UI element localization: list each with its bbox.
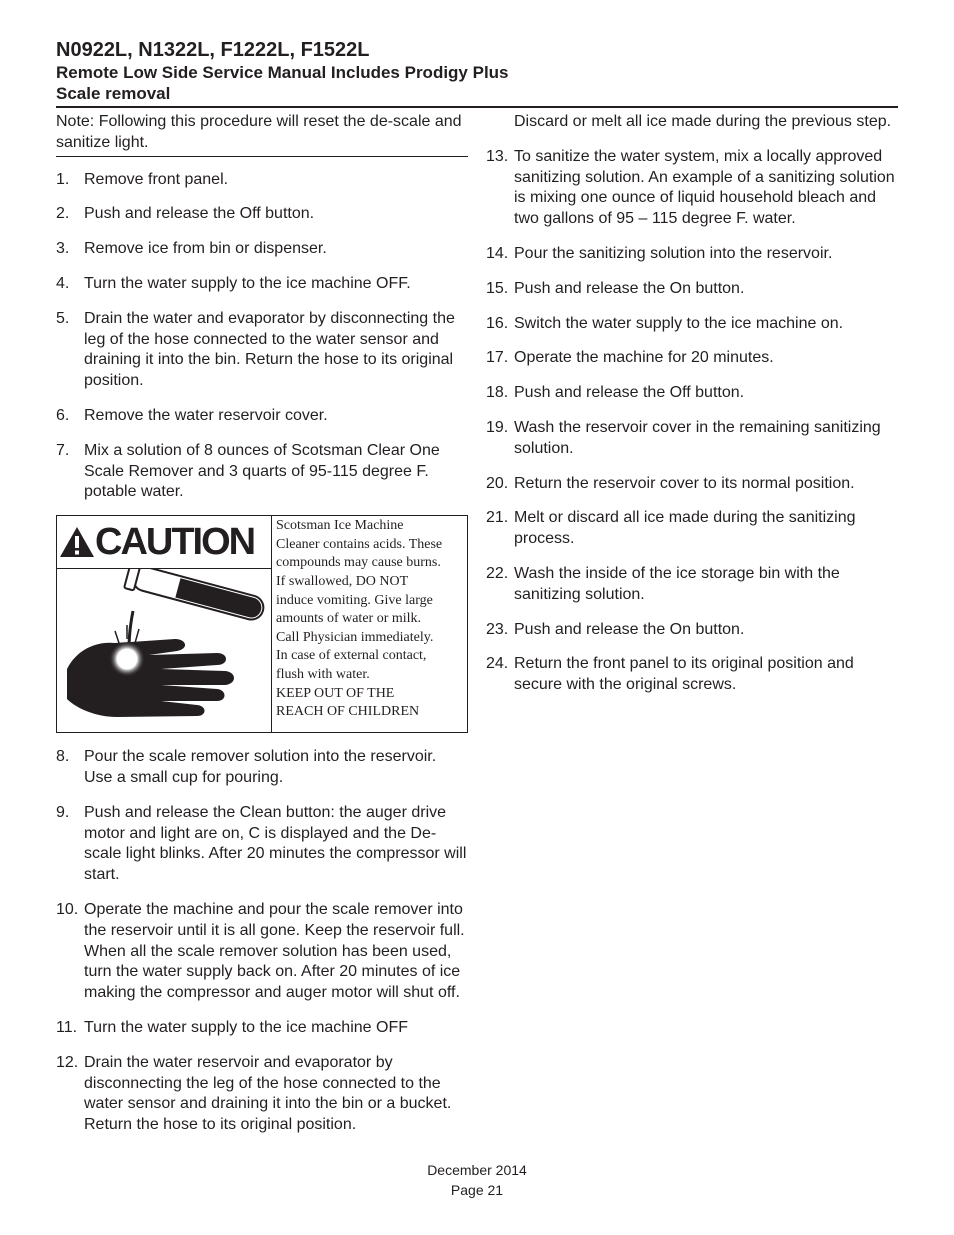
step-number: 14. bbox=[486, 244, 509, 262]
list-item bbox=[56, 441, 468, 503]
step-text: Pour the scale remover solution into the reservoir. Use a small cup for pouring. bbox=[84, 748, 437, 786]
caution-line: amounts of water or milk. bbox=[276, 611, 422, 627]
step-number: 6. bbox=[56, 406, 70, 424]
note: Note: Following this procedure will reset the de-scale and sanitize light. bbox=[56, 112, 468, 157]
list-item bbox=[56, 900, 468, 1004]
model-title: N0922L, N1322L, F1222L, F1522L bbox=[56, 39, 370, 61]
acid-burn-hand-icon bbox=[57, 569, 271, 732]
step-number: 15. bbox=[486, 279, 509, 297]
step-text: To sanitize the water system, mix a locally approved sanitizing solution. An example of a sanitizing solution is mixing one ounce of liquid household bleach and two gallons of 95 – 115 degree F. water. bbox=[514, 147, 895, 228]
step-number: 22. bbox=[486, 564, 509, 582]
step-number: 10. bbox=[56, 900, 79, 918]
step-text: Drain the water reservoir and evaporator by disconnecting the leg of the hose connected to the water sensor and draining it into the bin or a bucket. Return the hose to its original position. bbox=[84, 1053, 452, 1134]
list-item bbox=[56, 239, 468, 260]
step-number: 23. bbox=[486, 620, 509, 638]
list-item bbox=[486, 508, 896, 550]
step-number: 13. bbox=[486, 147, 509, 165]
caution-line: If swallowed, DO NOT bbox=[276, 573, 409, 589]
caution-line: Cleaner contains acids. These bbox=[276, 536, 443, 552]
caution-line: Scotsman Ice Machine bbox=[276, 518, 404, 534]
list-item bbox=[486, 147, 896, 230]
step-number: 3. bbox=[56, 240, 70, 258]
list-item bbox=[56, 406, 468, 427]
header-rule-right bbox=[468, 106, 898, 108]
step-number: 20. bbox=[486, 474, 509, 492]
caution-line: compounds may cause burns. bbox=[276, 555, 441, 571]
step-text: Operate the machine and pour the scale remover into the reservoir until it is all gone. Keep the reservoir full. When all the scale remover solution has been used, turn the water supply back on. After 20 minutes of ice making the compressor and auger motor will shut off. bbox=[84, 900, 465, 1002]
step-text: Switch the water supply to the ice machine on. bbox=[514, 314, 844, 332]
step-number: 11. bbox=[56, 1018, 78, 1036]
step-number: 5. bbox=[56, 309, 70, 327]
step-number: 4. bbox=[56, 274, 70, 292]
steps-list-b bbox=[56, 747, 468, 1136]
step-text: Turn the water supply to the ice machine OFF. bbox=[84, 274, 411, 292]
list-item bbox=[486, 620, 896, 641]
step-number: 2. bbox=[56, 205, 70, 223]
step-number: 12. bbox=[56, 1053, 79, 1071]
step-text: Push and release the On button. bbox=[514, 620, 745, 638]
page-number: Page 21 bbox=[450, 1182, 504, 1198]
caution-heading bbox=[57, 516, 271, 569]
step-text: Return the front panel to its original position and secure with the original screws. bbox=[514, 655, 854, 694]
steps-list-c bbox=[486, 147, 896, 696]
steps-list-a bbox=[56, 170, 468, 504]
list-item bbox=[486, 654, 896, 696]
step-text: Drain the water and evaporator by disconnecting the leg of the hose connected to the water sensor and draining it into the bin. Return the hose to its original position. bbox=[84, 309, 455, 390]
list-item bbox=[56, 1018, 468, 1039]
step-number: 18. bbox=[486, 384, 509, 402]
step-number: 19. bbox=[486, 418, 509, 436]
step-number: 9. bbox=[56, 803, 70, 821]
list-item bbox=[56, 204, 468, 225]
step-text: Push and release the On button. bbox=[514, 279, 745, 297]
caution-line: KEEP OUT OF THE bbox=[276, 685, 395, 701]
step-number: 24. bbox=[486, 655, 509, 673]
caution-line: Call Physician immediately. bbox=[276, 629, 434, 645]
list-item bbox=[56, 309, 468, 392]
caution-text bbox=[272, 516, 467, 732]
caution-line: REACH OF CHILDREN bbox=[276, 704, 420, 720]
warning-triangle-icon bbox=[59, 526, 95, 558]
list-item bbox=[56, 274, 468, 295]
left-column bbox=[56, 112, 468, 1150]
right-column bbox=[486, 112, 896, 710]
caution-graphic bbox=[57, 516, 272, 732]
footer-date: December 2014 bbox=[427, 1162, 527, 1178]
step-text: Push and release the Off button. bbox=[514, 384, 745, 402]
list-item bbox=[56, 803, 468, 886]
list-item bbox=[56, 1053, 468, 1136]
list-item bbox=[486, 383, 896, 404]
list-item bbox=[56, 170, 468, 191]
page-footer bbox=[0, 1160, 954, 1200]
step-text: Turn the water supply to the ice machine OFF bbox=[84, 1018, 408, 1036]
caution-line: In case of external contact, bbox=[276, 648, 427, 664]
list-item bbox=[486, 244, 896, 265]
step-text: Operate the machine for 20 minutes. bbox=[514, 349, 774, 367]
caution-line: flush with water. bbox=[276, 666, 370, 682]
list-item bbox=[486, 279, 896, 300]
step-number: 1. bbox=[56, 170, 70, 188]
step-text: Pour the sanitizing solution into the reservoir. bbox=[514, 244, 833, 262]
step-text: Melt or discard all ice made during the sanitizing process. bbox=[514, 509, 856, 548]
step-12-continued: Discard or melt all ice made during the previous step. bbox=[514, 113, 892, 130]
page-header bbox=[56, 38, 509, 104]
step-text: Remove the water reservoir cover. bbox=[84, 406, 328, 424]
step-number: 17. bbox=[486, 349, 509, 367]
step-text: Remove ice from bin or dispenser. bbox=[84, 240, 327, 258]
caution-word: CAUTION bbox=[95, 521, 255, 564]
list-item bbox=[486, 474, 896, 495]
step-text: Push and release the Off button. bbox=[84, 205, 315, 223]
step-text: Return the reservoir cover to its normal position. bbox=[514, 474, 855, 492]
section-title: Scale removal bbox=[56, 84, 171, 103]
step-number: 21. bbox=[486, 509, 509, 527]
list-item bbox=[486, 564, 896, 606]
manual-title: Remote Low Side Service Manual Includes Prodigy Plus bbox=[56, 63, 509, 82]
step-text: Wash the inside of the ice storage bin with the sanitizing solution. bbox=[514, 564, 840, 603]
step-number: 8. bbox=[56, 748, 70, 766]
step-text: Remove front panel. bbox=[84, 170, 229, 188]
caution-line: induce vomiting. Give large bbox=[276, 592, 433, 608]
step-text: Wash the reservoir cover in the remaining sanitizing solution. bbox=[514, 418, 881, 457]
step-number: 16. bbox=[486, 314, 509, 332]
caution-box bbox=[56, 515, 468, 733]
step-text: Push and release the Clean button: the auger drive motor and light are on, C is displayed and the De-scale light blinks. After 20 minutes the compressor will start. bbox=[84, 803, 467, 884]
step-number: 7. bbox=[56, 441, 70, 459]
list-item bbox=[56, 747, 468, 789]
list-item bbox=[486, 314, 896, 335]
list-item bbox=[486, 418, 896, 460]
header-rule-left bbox=[56, 106, 468, 108]
step-text: Mix a solution of 8 ounces of Scotsman Clear One Scale Remover and 3 quarts of 95-115 degree F. potable water. bbox=[84, 441, 440, 501]
list-item bbox=[486, 348, 896, 369]
